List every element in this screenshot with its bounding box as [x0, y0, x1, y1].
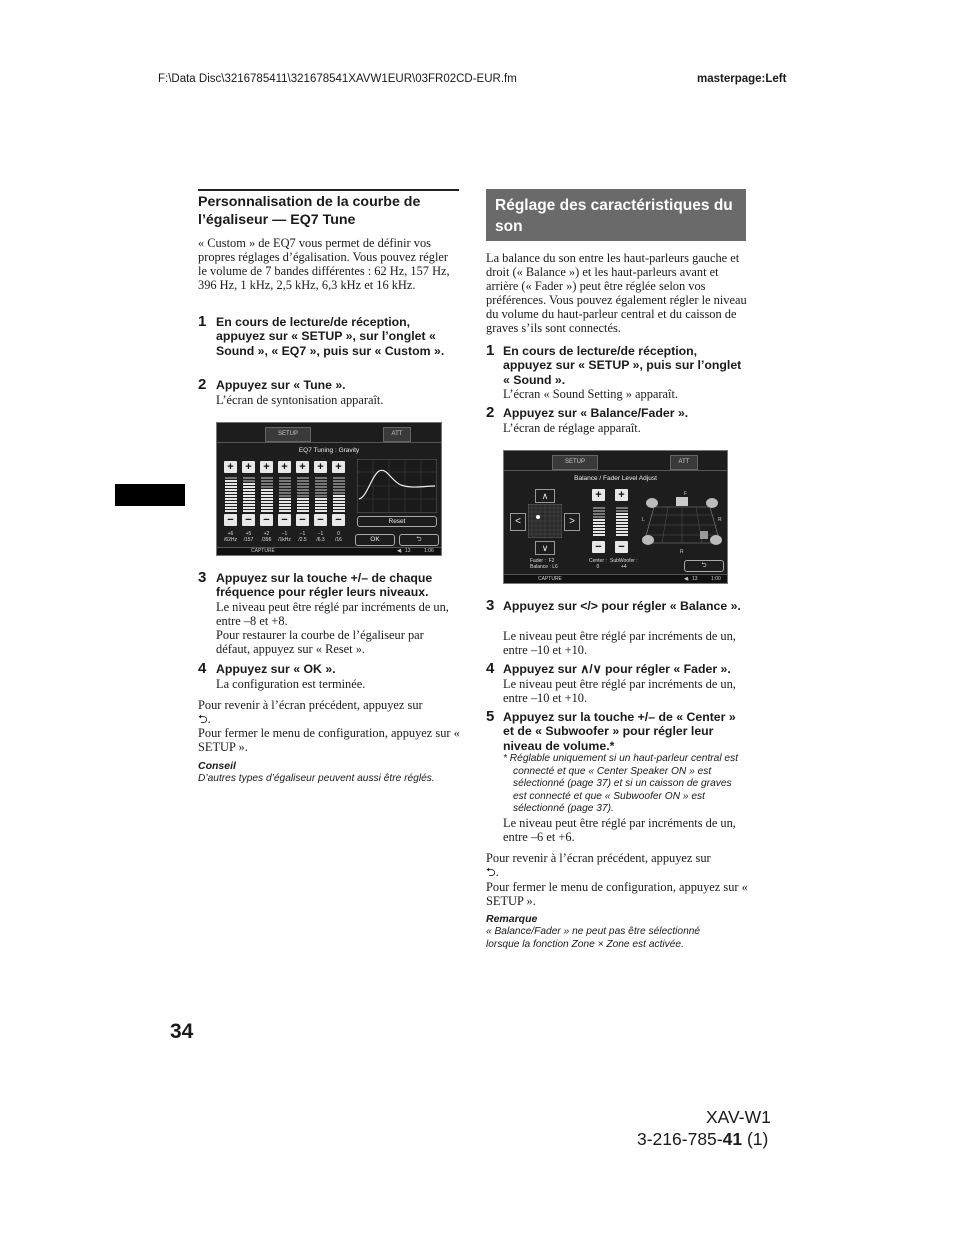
- balance-right-button[interactable]: [564, 513, 580, 531]
- step-body: L’écran de réglage apparaît.: [503, 421, 641, 435]
- footnote: * Réglable uniquement si un haut-parleur central est connecté et que « Center Speaker ON » est sélectionné (page 37) et si un caisson de graves est connecté et que « Subwoofer ON » est sélectionné (page 37).: [503, 753, 739, 815]
- band-minus-button[interactable]: −: [260, 514, 273, 526]
- center-level-bar: [593, 507, 605, 537]
- band-level-bar: [315, 477, 327, 513]
- rear-left-speaker-icon: [642, 535, 654, 545]
- status-bar: [504, 574, 727, 584]
- step-title: Appuyez sur « Tune ».: [216, 378, 346, 392]
- chevron-down-icon: ∨: [541, 543, 549, 553]
- tip-text: D’autres types d’égaliseur peuvent aussi être réglés.: [198, 773, 435, 784]
- band-plus-button[interactable]: +: [332, 461, 345, 473]
- step-title: En cours de lecture/de réception, appuyez sur « SETUP », sur l’onglet « Sound », « EQ7 », puis sur « Custom ».: [216, 315, 445, 358]
- step-number: 1: [486, 342, 495, 359]
- chevron-right-icon: >: [569, 516, 575, 527]
- capture-label[interactable]: CAPTURE: [251, 548, 275, 554]
- band-plus-button[interactable]: +: [242, 461, 255, 473]
- step-body: La configuration est terminée.: [216, 677, 366, 691]
- step-number: 2: [198, 376, 207, 393]
- rear-right-speaker-icon: [710, 535, 722, 545]
- speaker-diagram: [640, 485, 724, 555]
- reset-button[interactable]: Reset: [357, 516, 437, 527]
- step-title: Appuyez sur la touche +/– de « Center » et de « Subwoofer » pour régler leur niveau de volume.*: [503, 710, 736, 753]
- front-left-speaker-icon: [646, 498, 658, 508]
- step-title: Appuyez sur la touche +/– de chaque fréquence pour régler leurs niveaux.: [216, 571, 433, 600]
- step-number: 1: [198, 313, 207, 330]
- capture-label[interactable]: CAPTURE: [538, 576, 562, 582]
- front-label: F: [684, 491, 688, 497]
- center-plus-button[interactable]: +: [592, 489, 605, 501]
- rear-label: R: [680, 549, 684, 555]
- return-icon: ⮌: [486, 865, 496, 879]
- eq-tuning-screenshot: [216, 422, 442, 556]
- screen-title: EQ7 Tuning : Gravity: [298, 447, 360, 454]
- step-number: 5: [486, 708, 495, 725]
- band-level-bar: [243, 477, 255, 513]
- band-minus-button[interactable]: −: [332, 514, 345, 526]
- section-banner: [486, 189, 746, 241]
- part-number: 3-216-785-41 (1): [637, 1129, 769, 1149]
- fader-balance-readout: Fader : F2 Balance : L6: [530, 558, 558, 570]
- step-body: L’écran « Sound Setting » apparaît.: [503, 387, 679, 401]
- back-button[interactable]: [399, 534, 439, 546]
- subwoofer-icon: [700, 531, 708, 539]
- step-body: L’écran de syntonisation apparaît.: [216, 393, 384, 407]
- divider: [217, 442, 441, 443]
- sub-level-bar: [616, 507, 628, 537]
- balance-fader-screenshot: [503, 450, 728, 584]
- center-readout: Center : 0: [589, 558, 607, 570]
- band-level-bar: [333, 477, 345, 513]
- remark-title: Remarque: [486, 913, 538, 925]
- intro-paragraph: « Custom » de EQ7 vous permet de définir vos propres réglages d’égalisation. Vous pouvez régler le volume de 7 bandes différentes : 62 Hz, 157 Hz, 396 Hz, 1 kHz, 2,5 kHz, 6,3 kHz et 16 kHz.: [198, 236, 450, 292]
- step-number: 4: [198, 660, 207, 677]
- band-label: +6 /62Hz: [223, 531, 238, 543]
- section-tab: [115, 484, 185, 506]
- band-plus-button[interactable]: +: [296, 461, 309, 473]
- play-time: 1:06: [424, 548, 434, 554]
- band-minus-button[interactable]: −: [296, 514, 309, 526]
- band-level-bar: [279, 477, 291, 513]
- return-instruction: Pour revenir à l’écran précédent, appuyez sur ⮌.: [486, 851, 711, 879]
- speaker-icon: ◀ᵢ: [397, 548, 402, 554]
- ok-button[interactable]: OK: [355, 534, 395, 546]
- fader-down-button[interactable]: [535, 541, 555, 555]
- return-icon: ⮌: [198, 712, 208, 726]
- return-icon: ⮌: [701, 562, 707, 569]
- step-title: Appuyez sur « Balance/Fader ».: [503, 406, 689, 420]
- band-label: −1 /2.5: [298, 531, 307, 543]
- tab-setup[interactable]: SETUP: [552, 455, 598, 470]
- band-label: +2 /396: [261, 531, 272, 543]
- balance-left-button[interactable]: [510, 513, 526, 531]
- front-right-speaker-icon: [706, 498, 718, 508]
- band-plus-button[interactable]: +: [260, 461, 273, 473]
- right-label: R: [718, 517, 722, 523]
- step-body: Le niveau peut être réglé par incréments de un, entre –6 et +6.: [503, 816, 736, 844]
- step-number: 3: [486, 597, 495, 614]
- track-number: 13: [692, 576, 698, 582]
- play-time: 1:00: [711, 576, 721, 582]
- band-label: +5 /157: [243, 531, 254, 543]
- step-number: 2: [486, 404, 495, 421]
- band-minus-button[interactable]: −: [278, 514, 291, 526]
- step-title: Appuyez sur ∧/∨ pour régler « Fader ».: [503, 662, 731, 676]
- band-plus-button[interactable]: +: [278, 461, 291, 473]
- band-plus-button[interactable]: +: [314, 461, 327, 473]
- tab-setup[interactable]: SETUP: [265, 427, 311, 442]
- balance-grid[interactable]: [528, 504, 562, 538]
- center-minus-button[interactable]: −: [592, 541, 605, 553]
- step-body-2: Pour restaurer la courbe de l’égaliseur par défaut, appuyez sur « Reset ».: [216, 628, 424, 656]
- tip-title: Conseil: [198, 760, 236, 772]
- divider: [504, 470, 727, 471]
- step-title: Appuyez sur </> pour régler « Balance ».: [503, 599, 741, 613]
- chevron-left-icon: <: [515, 516, 521, 527]
- band-level-bar: [261, 477, 273, 513]
- band-label: 0 /16: [335, 531, 342, 543]
- sub-readout: SubWoofer : +4: [610, 558, 638, 570]
- step-title: Appuyez sur « OK ».: [216, 662, 336, 676]
- balance-position-dot: [536, 515, 540, 519]
- return-instruction: Pour revenir à l’écran précédent, appuyez sur ⮌.: [198, 698, 423, 726]
- center-speaker-icon: [676, 497, 688, 506]
- step-body: Le niveau peut être réglé par incréments de un, entre –10 et +10.: [503, 629, 736, 657]
- step-number: 3: [198, 569, 207, 586]
- tab-att[interactable]: ATT: [670, 455, 698, 470]
- return-icon: ⮌: [416, 536, 422, 543]
- step-number: 4: [486, 660, 495, 677]
- file-path: F:\Data Disc\3216785411\321678541XAVW1EUR\03FR02CD-EUR.fm: [158, 73, 517, 85]
- eq-curve-graph: [357, 459, 437, 513]
- band-minus-button[interactable]: −: [242, 514, 255, 526]
- intro-paragraph: La balance du son entre les haut-parleurs gauche et droit (« Balance ») et les haut-parleurs avant et arrière (« Fader ») peut être réglée selon vos préférences. Vous pouvez également régler le niveau du volume du haut-parleur central et du caisson de graves s’ils sont connectés.: [486, 251, 747, 335]
- band-label: −1 /1kHz: [278, 531, 291, 543]
- sub-minus-button[interactable]: −: [615, 541, 628, 553]
- step-title: En cours de lecture/de réception, appuyez sur « SETUP », puis sur l’onglet « Sound ».: [503, 344, 742, 387]
- status-bar: [217, 547, 441, 556]
- left-label: L: [642, 517, 645, 523]
- sub-plus-button[interactable]: +: [615, 489, 628, 501]
- heading-rule: [198, 189, 459, 191]
- band-level-bar: [225, 477, 237, 513]
- band-minus-button[interactable]: −: [224, 514, 237, 526]
- track-number: 13: [405, 548, 411, 554]
- page-number: 34: [170, 1020, 194, 1043]
- screen-title: Balance / Fader Level Adjust: [574, 475, 657, 482]
- back-button[interactable]: [684, 560, 724, 572]
- step-body: Le niveau peut être réglé par incréments de un, entre –8 et +8.: [216, 600, 449, 628]
- speaker-icon: ◀ᵢ: [684, 576, 689, 582]
- band-minus-button[interactable]: −: [314, 514, 327, 526]
- banner-title: Réglage des caractéristiques du son: [495, 197, 733, 235]
- masterpage-label: masterpage:Left: [697, 73, 787, 85]
- chevron-up-icon: ∧: [541, 491, 549, 501]
- remark-text: « Balance/Fader » ne peut pas être sélectionné lorsque la fonction Zone × Zone est activée.: [486, 926, 701, 950]
- model-number: XAV-W1: [706, 1107, 771, 1127]
- fader-up-button[interactable]: [535, 489, 555, 503]
- tab-att[interactable]: ATT: [383, 427, 411, 442]
- band-level-bar: [297, 477, 309, 513]
- band-plus-button[interactable]: +: [224, 461, 237, 473]
- close-instruction: Pour fermer le menu de configuration, appuyez sur « SETUP ».: [486, 880, 748, 908]
- close-instruction: Pour fermer le menu de configuration, appuyez sur « SETUP ».: [198, 726, 460, 754]
- section-heading: Personnalisation de la courbe de l’égaliseur — EQ7 Tune: [198, 194, 421, 228]
- step-body: Le niveau peut être réglé par incréments de un, entre –10 et +10.: [503, 677, 736, 705]
- band-label: −1 /6.3: [316, 531, 325, 543]
